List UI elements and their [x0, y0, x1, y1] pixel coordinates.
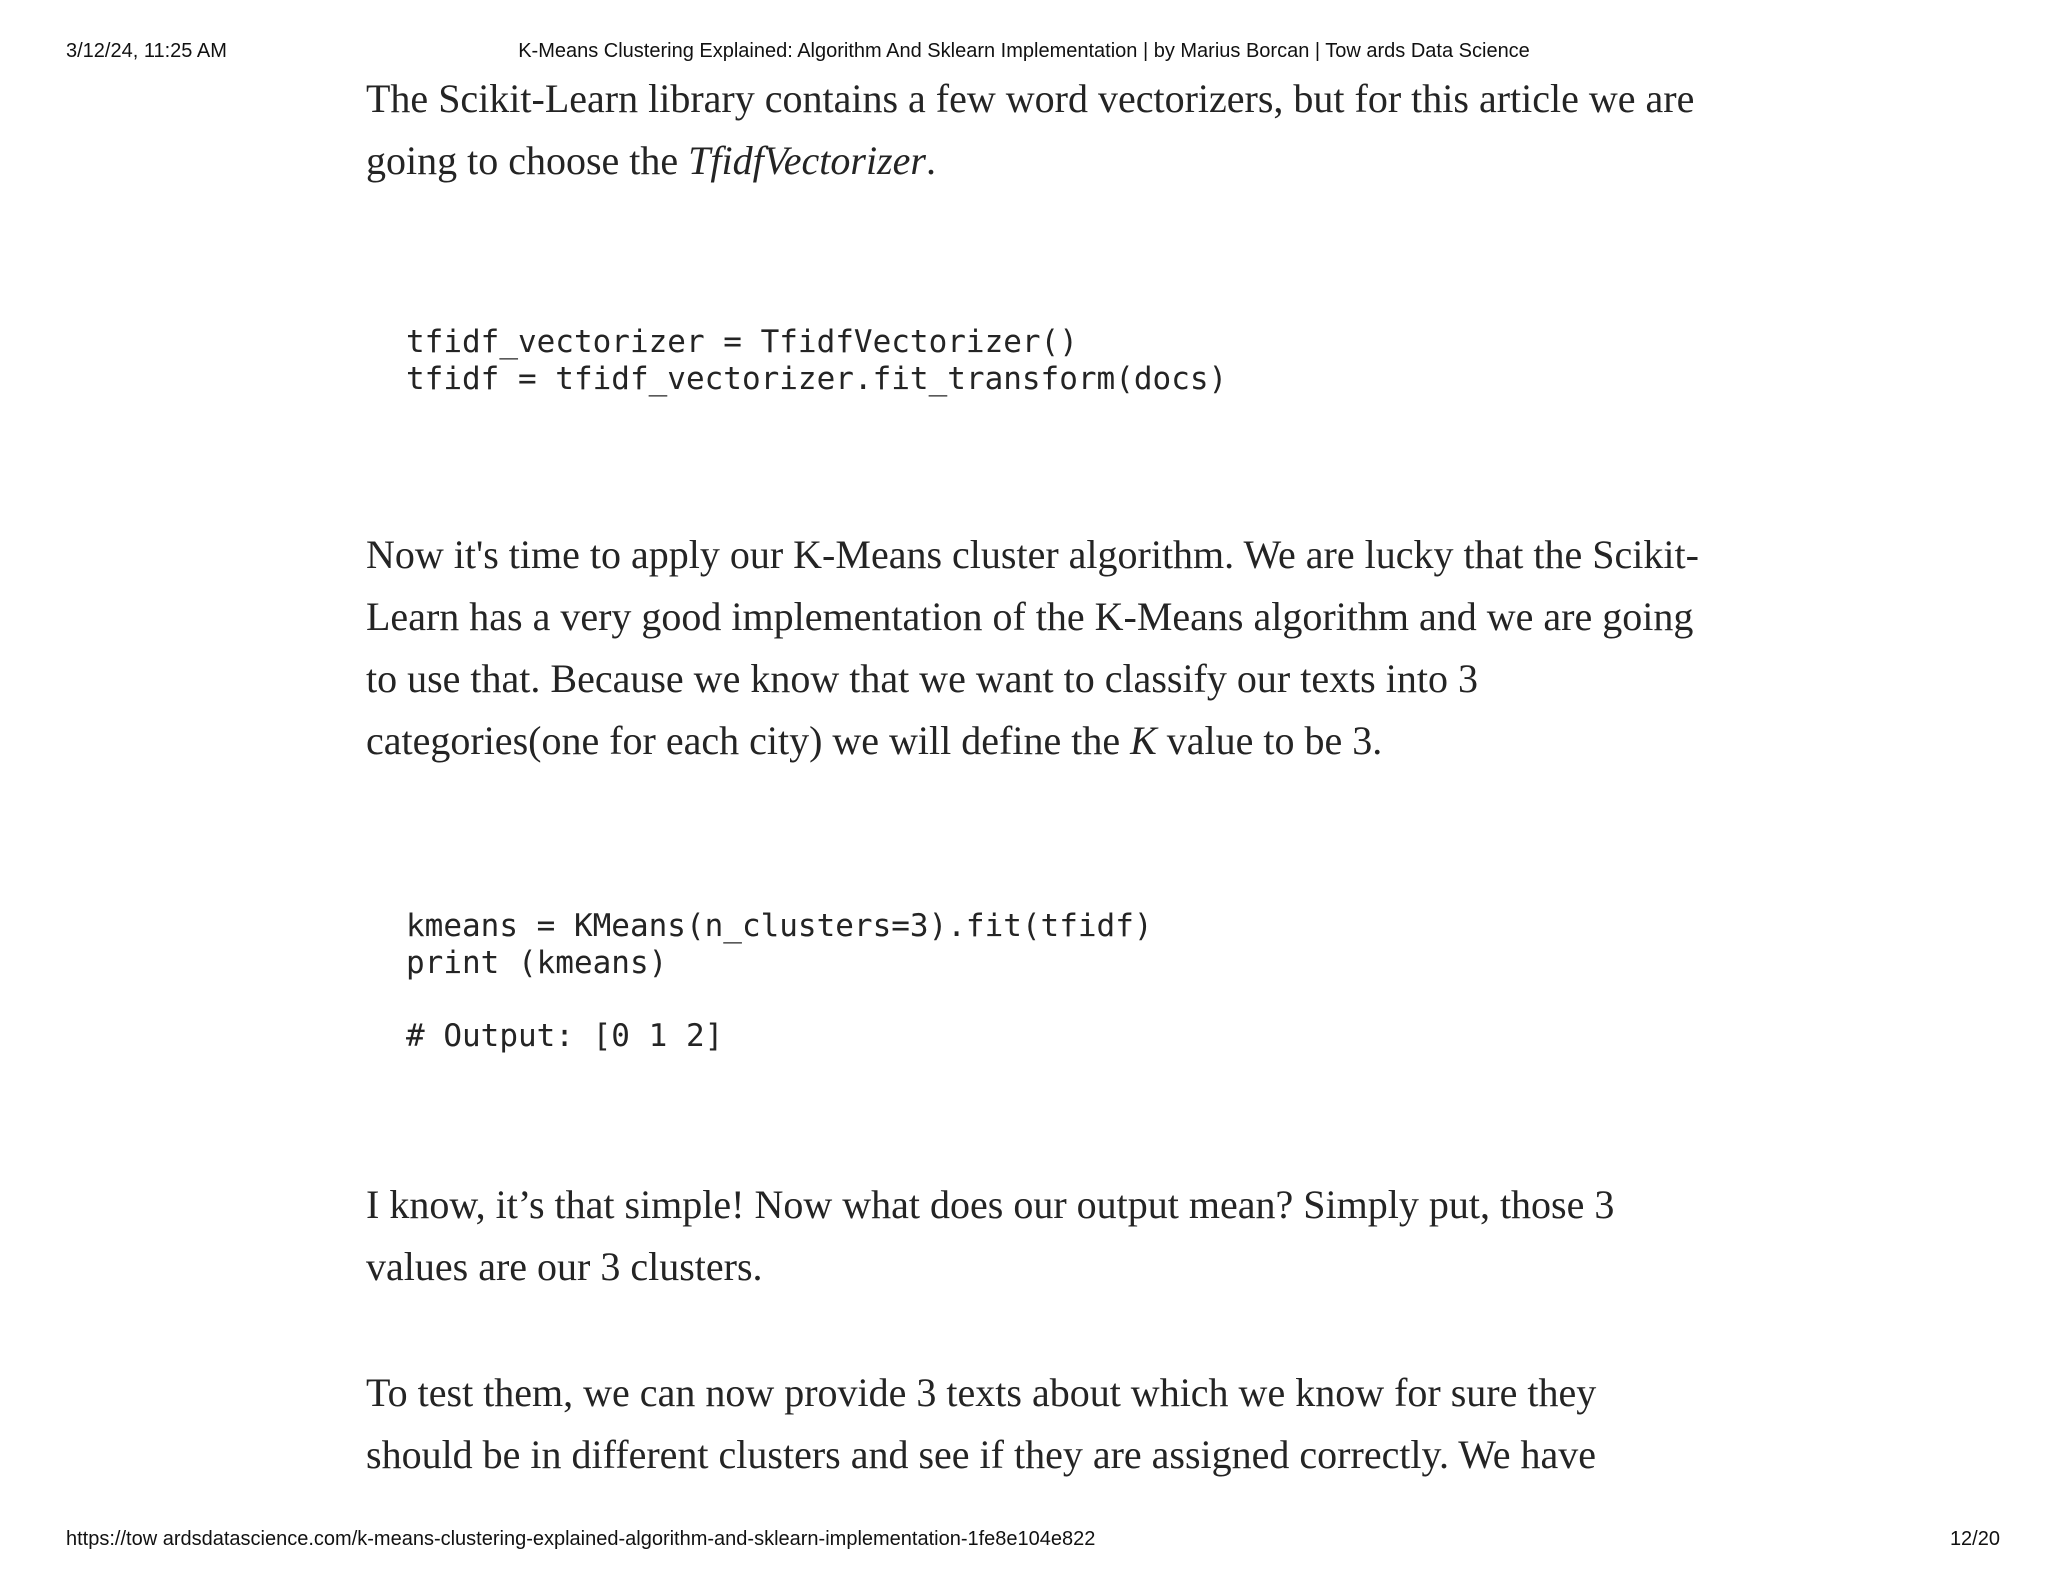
- page-url: https://tow ardsdatascience.com/k-means-clustering-explained-algorithm-and-sklearn-implementation-1fe8e104e822: [66, 1528, 1096, 1550]
- paragraph-text: The Scikit-Learn library contains a few word vectorizers, but for this article we are going to choose the: [366, 76, 1695, 183]
- print-header: [0, 40, 2048, 66]
- paragraph-output-explanation: I know, it’s that simple! Now what does our output mean? Simply put, those 3 values are our 3 clusters.: [366, 1182, 1615, 1289]
- paragraph-text: .: [925, 138, 936, 183]
- print-footer: [0, 1528, 2048, 1554]
- code-line: tfidf = tfidf_vectorizer.fit_transform(docs): [406, 361, 1228, 397]
- paragraph-kmeans-intro: [366, 524, 1706, 772]
- paragraph-vectorizer-intro: [366, 68, 1706, 192]
- paragraph-text: Now it's time to apply our K-Means cluster algorithm. We are lucky that the Scikit-Learn has a very good implementation of the K-Means algorithm and we are going to use that. Because we know that we want to classify our texts into 3 categories(one for each city) we will define the: [366, 532, 1699, 763]
- code-line: kmeans = KMeans(n_clusters=3).fit(tfidf): [406, 908, 1153, 944]
- page-number: 12/20: [1949, 1528, 2000, 1550]
- print-datetime: 3/12/24, 11:25 AM: [66, 40, 227, 62]
- code-line: tfidf_vectorizer = TfidfVectorizer(): [406, 324, 1078, 360]
- paragraph-text: value to be 3.: [1156, 718, 1383, 763]
- code-line: print (kmeans): [406, 945, 668, 981]
- code-block-kmeans: [366, 908, 1706, 1055]
- code-line-output-comment: # Output: [0 1 2]: [406, 1018, 724, 1054]
- paragraph-testing: To test them, we can now provide 3 texts about which we know for sure they should be in different clusters and see if they are assigned correctly. We have: [366, 1370, 1597, 1477]
- emphasis-k: K: [1130, 718, 1157, 763]
- emphasis-tfidfvectorizer: TfidfVectorizer: [688, 138, 926, 183]
- print-page-title: K-Means Clustering Explained: Algorithm And Sklearn Implementation | by Marius Borcan | Tow ards Data Science: [518, 40, 1530, 62]
- article-body: [366, 68, 1706, 1486]
- code-block-vectorizer: [366, 324, 1706, 398]
